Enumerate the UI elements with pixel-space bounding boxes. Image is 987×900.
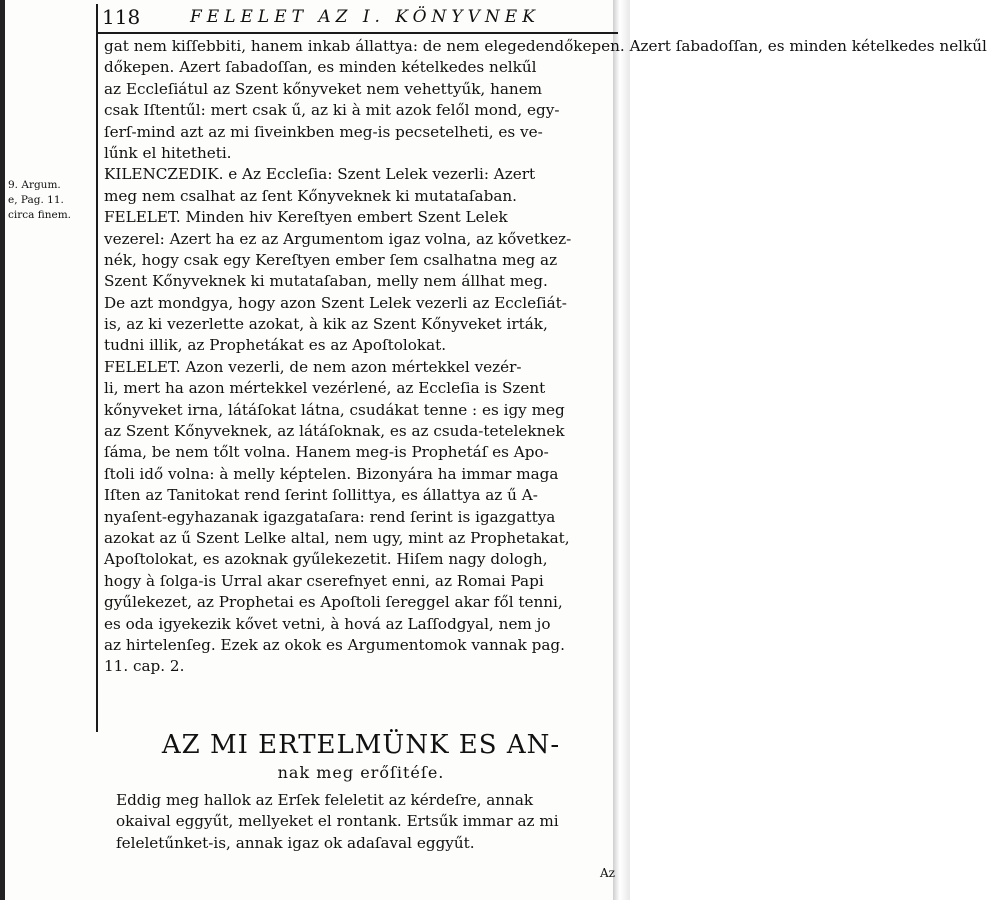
text-line: lűnk el hitetheti. bbox=[104, 143, 232, 162]
text-line: gyűlekezet, az Prophetai es Apoſtoli ſereggel akar fől tenni, bbox=[104, 593, 563, 612]
text-line: kőnyveket irna, látáſokat látna, csudákat tenne : es igy meg bbox=[104, 400, 565, 419]
text-line: az Szent Kőnyveknek, az látáſoknak, es az csuda-teteleknek bbox=[104, 422, 565, 441]
text-line: Eddig meg hallok az Erſek feleletit az kérdeſre, annak bbox=[116, 791, 534, 809]
text-line: azokat az ű Szent Lelke altal, nem ugy, mint az Prophetakat, bbox=[104, 528, 570, 547]
margin-note-line: e, Pag. 11. bbox=[8, 194, 64, 206]
text-line: dőkepen. Azert ſabadoſſan, es minden kételkedes nelkűl bbox=[104, 58, 537, 77]
text-line: tudni illik, az Prophetákat es az Apoſtolokat. bbox=[104, 336, 447, 355]
text-line: meg nem csalhat az ſent Kőnyveknek ki mutataſaban. bbox=[104, 186, 517, 205]
text-line: gat nem kiſſebbiti, hanem inkab állattya: de nem elegedendőkepen. Azert ſabadoſſan, es minden kételkedes nelkűl bbox=[104, 37, 987, 55]
closing-paragraph bbox=[116, 790, 626, 854]
text-line: Iſten az Tanitokat rend ſerint ſollittya, es állattya az ű A- bbox=[104, 486, 538, 505]
section-heading-line2: nak meg erőſitéſe. bbox=[277, 763, 445, 782]
page-header bbox=[96, 4, 626, 34]
text-line: feleletűnket-is, annak igaz ok adaſaval eggyűt. bbox=[116, 833, 475, 852]
text-line: FELELET. Azon vezerli, de nem azon mértekkel vezér- bbox=[104, 357, 522, 376]
text-line: Szent Kőnyveknek ki mutataſaban, melly nem állhat meg. bbox=[104, 272, 548, 291]
header-rule bbox=[96, 32, 618, 34]
text-line: li, mert ha azon mértekkel vezérlené, az Eccleſia is Szent bbox=[104, 379, 546, 398]
margin-note-line: 9. Argum. bbox=[8, 179, 61, 191]
text-line: vezerel: Azert ha ez az Argumentom igaz volna, az kővetkez- bbox=[104, 229, 572, 248]
margin-note bbox=[8, 178, 96, 223]
running-title: FELELET AZ I. KÖNYVNEK bbox=[190, 7, 540, 27]
text-line: ſtoli idő volna: à melly képtelen. Bizonyára ha immar maga bbox=[104, 464, 559, 483]
text-line: hogy à ſolga-is Urral akar cserefnyet enni, az Romai Papi bbox=[104, 571, 544, 590]
body-text bbox=[104, 36, 987, 678]
catchword: Az bbox=[600, 866, 615, 880]
text-line: FELELET. Minden hiv Kereſtyen embert Szent Lelek bbox=[104, 208, 508, 227]
text-line: az hirtelenſeg. Ezek az okok es Argumentomok vannak pag. bbox=[104, 635, 565, 654]
text-line: De azt mondgya, hogy azon Szent Lelek vezerli az Eccleſiát- bbox=[104, 293, 567, 312]
page-left-shadow bbox=[0, 0, 5, 900]
text-line: is, az ki vezerlette azokat, à kik az Szent Kőnyveket irták, bbox=[104, 315, 548, 334]
text-line: az Eccleſiátul az Szent kőnyveket nem vehettyűk, hanem bbox=[104, 79, 543, 98]
text-line: ſerſ-mind azt az mi ſiveinkben meg-is pecsetelheti, es ve- bbox=[104, 122, 543, 141]
text-line: okaival eggyűt, mellyeket el rontank. Ertsűk immar az mi bbox=[116, 812, 559, 831]
section-heading-line1: AZ MI ERTELMÜNK ES AN- bbox=[161, 730, 561, 760]
margin-note-line: circa finem. bbox=[8, 209, 72, 221]
section-heading bbox=[96, 728, 626, 784]
text-line: KILENCZEDIK. e Az Eccleſia: Szent Lelek vezerli: Azert bbox=[104, 165, 536, 184]
text-line: Apoſtolokat, es azoknak gyűlekezetit. Hiſem nagy dologh, bbox=[104, 550, 548, 569]
text-line: es oda igyekezik kővet vetni, à hová az Laſſodgyal, nem jo bbox=[104, 614, 551, 633]
page-number: 118 bbox=[102, 5, 141, 29]
text-line: csak Iſtentűl: mert csak ű, az ki à mit azok felől mond, egy- bbox=[104, 101, 560, 120]
text-line: nék, hogy csak egy Kereſtyen ember ſem csalhatna meg az bbox=[104, 250, 558, 269]
margin-rule bbox=[96, 4, 98, 732]
text-line: 11. cap. 2. bbox=[104, 657, 185, 676]
text-line: nyaſent-egyhazanak igazgataſara: rend ſerint is igazgattya bbox=[104, 507, 556, 526]
text-line: ſáma, be nem tőlt volna. Hanem meg-is Prophetáſ es Apo- bbox=[104, 443, 549, 462]
